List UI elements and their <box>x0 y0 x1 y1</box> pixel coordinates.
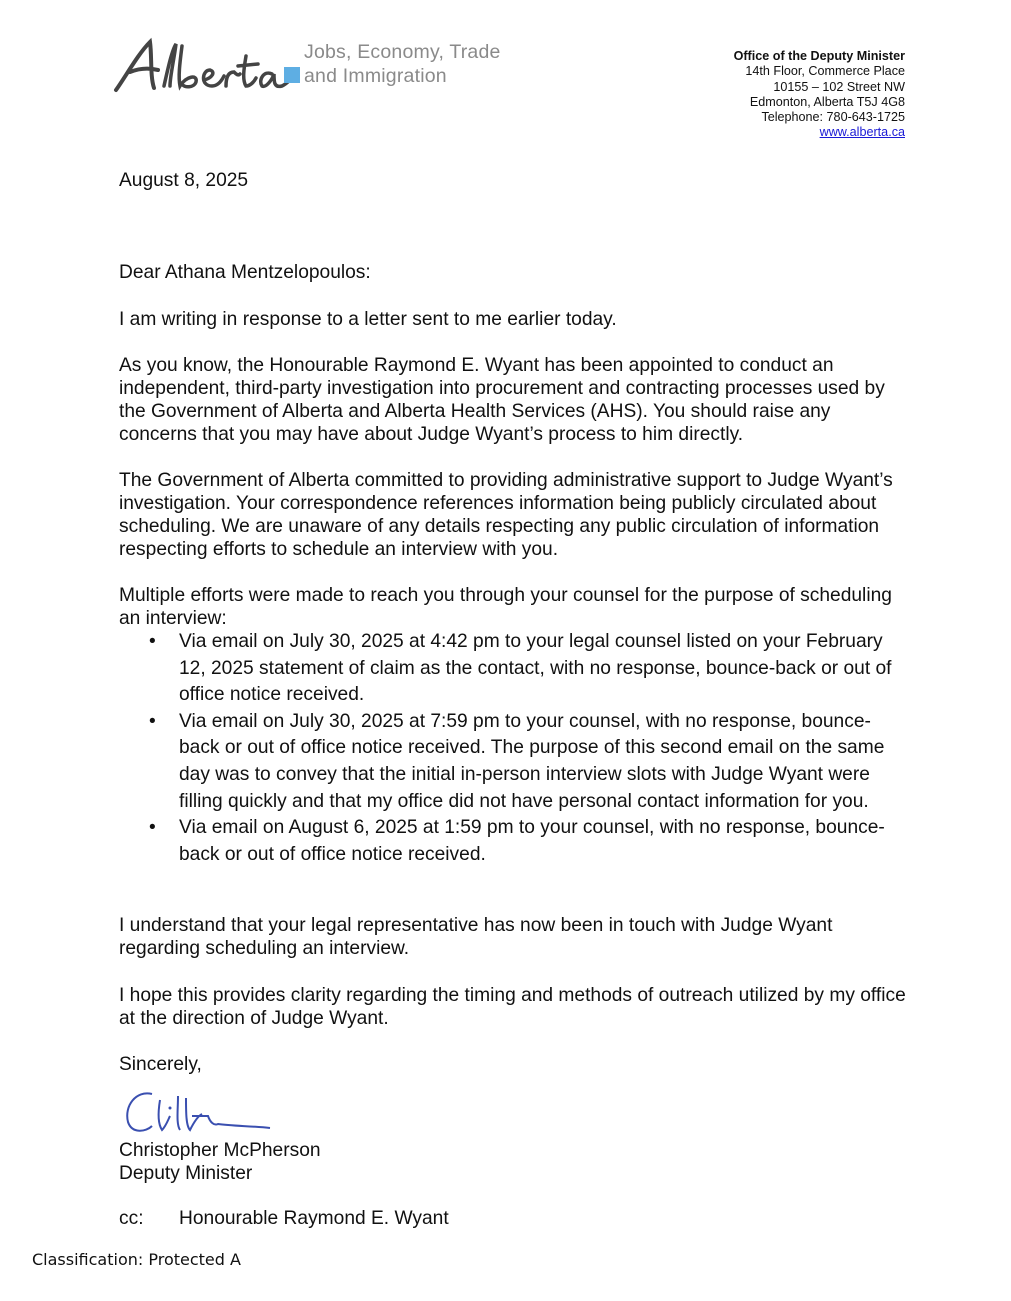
bullet-icon: • <box>149 631 156 652</box>
paragraph-3: The Government of Alberta committed to providing administrative support to Judge Wyant’s investigation. Your correspondence references information being publicly circulated about scheduling. We are unaware of any details respecting any public circulation of information respecting efforts to schedule an interview with you. <box>119 470 893 560</box>
address-line-3: Edmonton, Alberta T5J 4G8 <box>749 94 905 109</box>
ministry-line-1: Jobs, Economy, Trade <box>304 41 501 63</box>
address-line-1: 14th Floor, Commerce Place <box>745 64 905 79</box>
list-item: • Via email on July 30, 2025 at 7:59 pm to your counsel, with no response, bounce-back or out of office notice received. The purpose of this second email on the same day was to convey that the initial in-person interview slots with Judge Wyant were filling quickly and that my office did not have personal contact information for you. <box>149 710 885 812</box>
paragraph-5: I understand that your legal representative has now been in touch with Judge Wyant regarding scheduling an interview. <box>119 915 833 959</box>
letter-date: August 8, 2025 <box>119 170 249 191</box>
cc-recipient: Honourable Raymond E. Wyant <box>179 1208 449 1229</box>
list-item: • Via email on July 30, 2025 at 4:42 pm to your legal counsel listed on your February 12, 2025 statement of claim as the contact, with no response, bounce-back or out of office notice received. <box>149 631 892 706</box>
address-line-2: 10155 – 102 Street NW <box>773 79 905 94</box>
classification-label: Classification: Protected A <box>32 1250 241 1269</box>
signatory-title: Deputy Minister <box>119 1163 253 1184</box>
bullet-icon: • <box>149 710 156 732</box>
paragraph-2: As you know, the Honourable Raymond E. Wyant has been appointed to conduct an independent, third-party investigation into procurement and contracting processes used by the Government of Alberta and Alberta Health Services (AHS). You should raise any concerns that you may have about Judge Wyant’s process to him directly. <box>119 355 885 445</box>
paragraph-4: Multiple efforts were made to reach you through your counsel for the purpose of scheduling an interview: <box>119 585 892 629</box>
cc-label: cc: <box>119 1208 144 1229</box>
logo-accent-square <box>284 67 300 83</box>
paragraph-1: I am writing in response to a letter sent to me earlier today. <box>119 309 617 330</box>
salutation: Dear Athana Mentzelopoulos: <box>119 262 371 283</box>
bullet-icon: • <box>149 817 156 839</box>
office-address-block <box>734 49 905 141</box>
alberta-logo <box>112 36 522 100</box>
alberta-wordmark-icon <box>112 36 292 96</box>
valediction: Sincerely, <box>119 1054 202 1075</box>
signatory-name: Christopher McPherson <box>119 1140 321 1161</box>
outreach-list <box>119 629 909 868</box>
telephone: Telephone: 780-643-1725 <box>761 110 905 125</box>
ministry-name <box>304 40 501 88</box>
paragraph-6: I hope this provides clarity regarding the timing and methods of outreach utilized by my office at the direction of Judge Wyant. <box>119 985 906 1029</box>
ministry-line-2: and Immigration <box>304 65 447 87</box>
website-link[interactable]: www.alberta.ca <box>819 125 905 140</box>
list-item: • Via email on August 6, 2025 at 1:59 pm to your counsel, with no response, bounce-back or out of office notice received. <box>149 817 885 865</box>
signature-icon <box>122 1086 272 1146</box>
office-title: Office of the Deputy Minister <box>733 49 905 63</box>
